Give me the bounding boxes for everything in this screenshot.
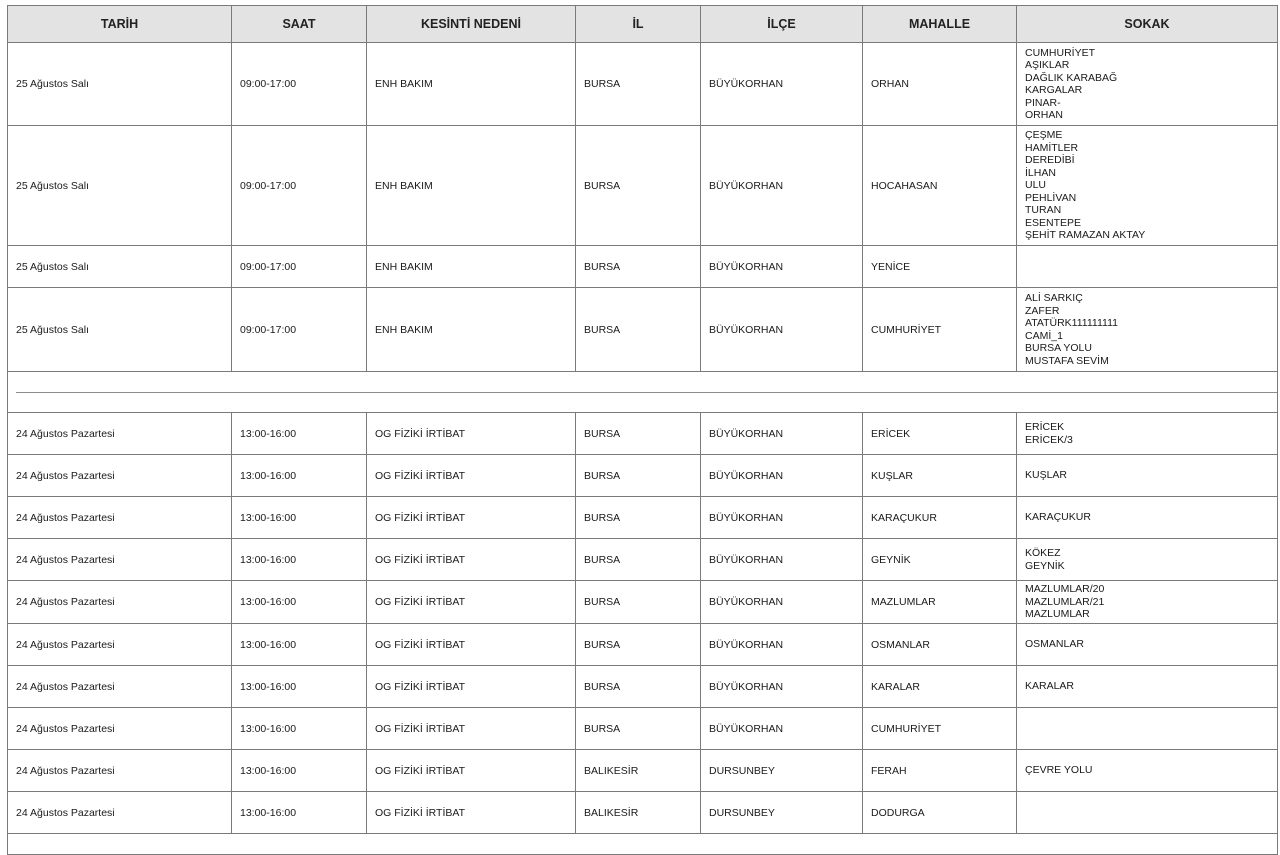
- street-name: BURSA YOLU: [1025, 342, 1092, 354]
- cell-saat: 13:00-16:00: [232, 624, 367, 666]
- table-tail-cell: [8, 834, 1278, 855]
- table-row: [8, 666, 1278, 708]
- cell-sokak: [1017, 43, 1278, 126]
- cell-saat: 13:00-16:00: [232, 497, 367, 539]
- cell-kesinti-nedeni: OG FİZİKİ İRTİBAT: [367, 708, 576, 750]
- cell-mahalle: CUMHURİYET: [863, 288, 1017, 372]
- cell-mahalle: HOCAHASAN: [863, 126, 1017, 246]
- divider: [16, 392, 1277, 393]
- cell-ilce: BÜYÜKORHAN: [701, 126, 863, 246]
- cell-kesinti-nedeni: OG FİZİKİ İRTİBAT: [367, 497, 576, 539]
- cell-tarih: 25 Ağustos Salı: [8, 43, 232, 126]
- cell-mahalle: ERİCEK: [863, 413, 1017, 455]
- street-name: ZAFER: [1025, 304, 1060, 317]
- cell-ilce: DURSUNBEY: [701, 750, 863, 792]
- street-name: MAZLUMLAR/20: [1025, 583, 1105, 596]
- cell-sokak: [1017, 455, 1278, 497]
- street-name: GEYNİK: [1025, 559, 1065, 572]
- table-row: [8, 413, 1278, 455]
- cell-mahalle: ORHAN: [863, 43, 1017, 126]
- header-tarih: TARİH: [8, 6, 232, 43]
- cell-tarih: 25 Ağustos Salı: [8, 288, 232, 372]
- cell-ilce: BÜYÜKORHAN: [701, 288, 863, 372]
- street-name: KARALAR: [1025, 680, 1075, 693]
- cell-mahalle: FERAH: [863, 750, 1017, 792]
- street-name: ESENTEPE: [1025, 216, 1082, 229]
- cell-il: BURSA: [576, 455, 701, 497]
- table-row: [8, 581, 1278, 624]
- cell-sokak: [1017, 792, 1278, 834]
- street-name: ŞEHİT RAMAZAN AKTAY: [1025, 229, 1146, 242]
- street-name: DAĞLIK KARABAĞ: [1025, 71, 1118, 84]
- table-row: [8, 455, 1278, 497]
- cell-sokak: [1017, 497, 1278, 539]
- cell-sokak: [1017, 666, 1278, 708]
- cell-il: BALIKESİR: [576, 792, 701, 834]
- cell-tarih: 25 Ağustos Salı: [8, 246, 232, 288]
- street-name: ULU: [1025, 179, 1047, 192]
- cell-ilce: DURSUNBEY: [701, 792, 863, 834]
- street-name: MUSTAFA SEVİM: [1025, 354, 1109, 367]
- cell-il: BALIKESİR: [576, 750, 701, 792]
- cell-kesinti-nedeni: OG FİZİKİ İRTİBAT: [367, 750, 576, 792]
- cell-saat: 13:00-16:00: [232, 455, 367, 497]
- cell-tarih: 24 Ağustos Pazartesi: [8, 539, 232, 581]
- cell-saat: 13:00-16:00: [232, 666, 367, 708]
- cell-tarih: 24 Ağustos Pazartesi: [8, 708, 232, 750]
- cell-ilce: BÜYÜKORHAN: [701, 666, 863, 708]
- cell-saat: 13:00-16:00: [232, 539, 367, 581]
- cell-kesinti-nedeni: OG FİZİKİ İRTİBAT: [367, 666, 576, 708]
- cell-kesinti-nedeni: ENH BAKIM: [367, 288, 576, 372]
- table-row: [8, 708, 1278, 750]
- cell-tarih: 24 Ağustos Pazartesi: [8, 624, 232, 666]
- cell-il: BURSA: [576, 581, 701, 624]
- cell-tarih: 24 Ağustos Pazartesi: [8, 666, 232, 708]
- cell-sokak: [1017, 288, 1278, 372]
- street-name: CAMİ_1: [1025, 329, 1063, 342]
- cell-ilce: BÜYÜKORHAN: [701, 413, 863, 455]
- cell-saat: 09:00-17:00: [232, 43, 367, 126]
- cell-ilce: BÜYÜKORHAN: [701, 708, 863, 750]
- cell-mahalle: GEYNİK: [863, 539, 1017, 581]
- cell-mahalle: CUMHURİYET: [863, 708, 1017, 750]
- street-name: ORHAN: [1025, 109, 1063, 121]
- cell-ilce: BÜYÜKORHAN: [701, 43, 863, 126]
- header-row: [8, 6, 1278, 43]
- cell-tarih: 24 Ağustos Pazartesi: [8, 750, 232, 792]
- street-name: ERİCEK: [1025, 421, 1065, 433]
- street-name: ALİ SARKIÇ: [1025, 292, 1083, 304]
- street-name: ÇEŞME: [1025, 129, 1063, 142]
- table-row: [8, 624, 1278, 666]
- table-row: [8, 750, 1278, 792]
- street-name: ATATÜRK111111111: [1025, 317, 1118, 329]
- cell-saat: 09:00-17:00: [232, 126, 367, 246]
- cell-kesinti-nedeni: OG FİZİKİ İRTİBAT: [367, 581, 576, 624]
- street-name: PINAR-: [1025, 96, 1061, 109]
- street-name: İLHAN: [1025, 166, 1056, 179]
- street-name: MAZLUMLAR/21: [1025, 595, 1105, 608]
- cell-sokak: [1017, 750, 1278, 792]
- cell-kesinti-nedeni: OG FİZİKİ İRTİBAT: [367, 624, 576, 666]
- street-name: CUMHURİYET: [1025, 46, 1095, 59]
- table-row: [8, 497, 1278, 539]
- cell-sokak: [1017, 413, 1278, 455]
- cell-ilce: BÜYÜKORHAN: [701, 624, 863, 666]
- cell-sokak: [1017, 246, 1278, 288]
- cell-sokak: [1017, 126, 1278, 246]
- street-name: HAMİTLER: [1025, 141, 1079, 154]
- cell-kesinti-nedeni: ENH BAKIM: [367, 246, 576, 288]
- cell-kesinti-nedeni: OG FİZİKİ İRTİBAT: [367, 539, 576, 581]
- cell-ilce: BÜYÜKORHAN: [701, 246, 863, 288]
- cell-sokak: [1017, 624, 1278, 666]
- cell-il: BURSA: [576, 413, 701, 455]
- group-separator-cell: [8, 372, 1278, 413]
- cell-il: BURSA: [576, 708, 701, 750]
- street-name: KUŞLAR: [1025, 469, 1068, 482]
- header-mahalle: MAHALLE: [863, 6, 1017, 43]
- cell-il: BURSA: [576, 246, 701, 288]
- header-kesinti-nedeni: KESİNTİ NEDENİ: [367, 6, 576, 43]
- cell-ilce: BÜYÜKORHAN: [701, 539, 863, 581]
- cell-il: BURSA: [576, 497, 701, 539]
- cell-saat: 13:00-16:00: [232, 750, 367, 792]
- cell-saat: 13:00-16:00: [232, 792, 367, 834]
- cell-ilce: BÜYÜKORHAN: [701, 497, 863, 539]
- cell-mahalle: OSMANLAR: [863, 624, 1017, 666]
- street-name: AŞIKLAR: [1025, 59, 1070, 71]
- cell-kesinti-nedeni: OG FİZİKİ İRTİBAT: [367, 792, 576, 834]
- street-name: TURAN: [1025, 204, 1062, 217]
- table-row: [8, 126, 1278, 246]
- cell-mahalle: KARAÇUKUR: [863, 497, 1017, 539]
- cell-mahalle: MAZLUMLAR: [863, 581, 1017, 624]
- header-saat: SAAT: [232, 6, 367, 43]
- cell-tarih: 24 Ağustos Pazartesi: [8, 413, 232, 455]
- cell-kesinti-nedeni: OG FİZİKİ İRTİBAT: [367, 455, 576, 497]
- header-il: İL: [576, 6, 701, 43]
- cell-saat: 09:00-17:00: [232, 288, 367, 372]
- outage-table: [7, 5, 1278, 855]
- street-name: PEHLİVAN: [1025, 191, 1077, 204]
- table-row: [8, 539, 1278, 581]
- table-row: [8, 288, 1278, 372]
- cell-tarih: 24 Ağustos Pazartesi: [8, 792, 232, 834]
- cell-mahalle: YENİCE: [863, 246, 1017, 288]
- cell-tarih: 25 Ağustos Salı: [8, 126, 232, 246]
- cell-kesinti-nedeni: ENH BAKIM: [367, 43, 576, 126]
- street-name: KARAÇUKUR: [1025, 511, 1091, 524]
- cell-tarih: 24 Ağustos Pazartesi: [8, 497, 232, 539]
- table-row: [8, 792, 1278, 834]
- cell-mahalle: KARALAR: [863, 666, 1017, 708]
- table-row: [8, 246, 1278, 288]
- cell-ilce: BÜYÜKORHAN: [701, 581, 863, 624]
- cell-il: BURSA: [576, 624, 701, 666]
- cell-sokak: [1017, 708, 1278, 750]
- street-name: DEREDİBİ: [1025, 154, 1075, 167]
- group-separator-row: [8, 372, 1278, 413]
- header-ilce: İLÇE: [701, 6, 863, 43]
- cell-kesinti-nedeni: ENH BAKIM: [367, 126, 576, 246]
- cell-sokak: [1017, 539, 1278, 581]
- cell-saat: 13:00-16:00: [232, 413, 367, 455]
- cell-sokak: [1017, 581, 1278, 624]
- cell-mahalle: KUŞLAR: [863, 455, 1017, 497]
- street-name: MAZLUMLAR: [1025, 608, 1090, 621]
- street-name: KARGALAR: [1025, 84, 1083, 96]
- cell-mahalle: DODURGA: [863, 792, 1017, 834]
- header-sokak: SOKAK: [1017, 6, 1278, 43]
- table-row: [8, 43, 1278, 126]
- cell-il: BURSA: [576, 666, 701, 708]
- cell-il: BURSA: [576, 288, 701, 372]
- cell-tarih: 24 Ağustos Pazartesi: [8, 581, 232, 624]
- table-body: [8, 43, 1278, 855]
- cell-il: BURSA: [576, 539, 701, 581]
- cell-saat: 13:00-16:00: [232, 581, 367, 624]
- cell-il: BURSA: [576, 43, 701, 126]
- street-name: OSMANLAR: [1025, 638, 1084, 651]
- cell-il: BURSA: [576, 126, 701, 246]
- cell-kesinti-nedeni: OG FİZİKİ İRTİBAT: [367, 413, 576, 455]
- street-name: KÖKEZ: [1025, 547, 1061, 559]
- cell-saat: 13:00-16:00: [232, 708, 367, 750]
- cell-ilce: BÜYÜKORHAN: [701, 455, 863, 497]
- table-tail-row: [8, 834, 1278, 855]
- street-name: ERİCEK/3: [1025, 433, 1073, 446]
- cell-saat: 09:00-17:00: [232, 246, 367, 288]
- cell-tarih: 24 Ağustos Pazartesi: [8, 455, 232, 497]
- street-name: ÇEVRE YOLU: [1025, 764, 1093, 777]
